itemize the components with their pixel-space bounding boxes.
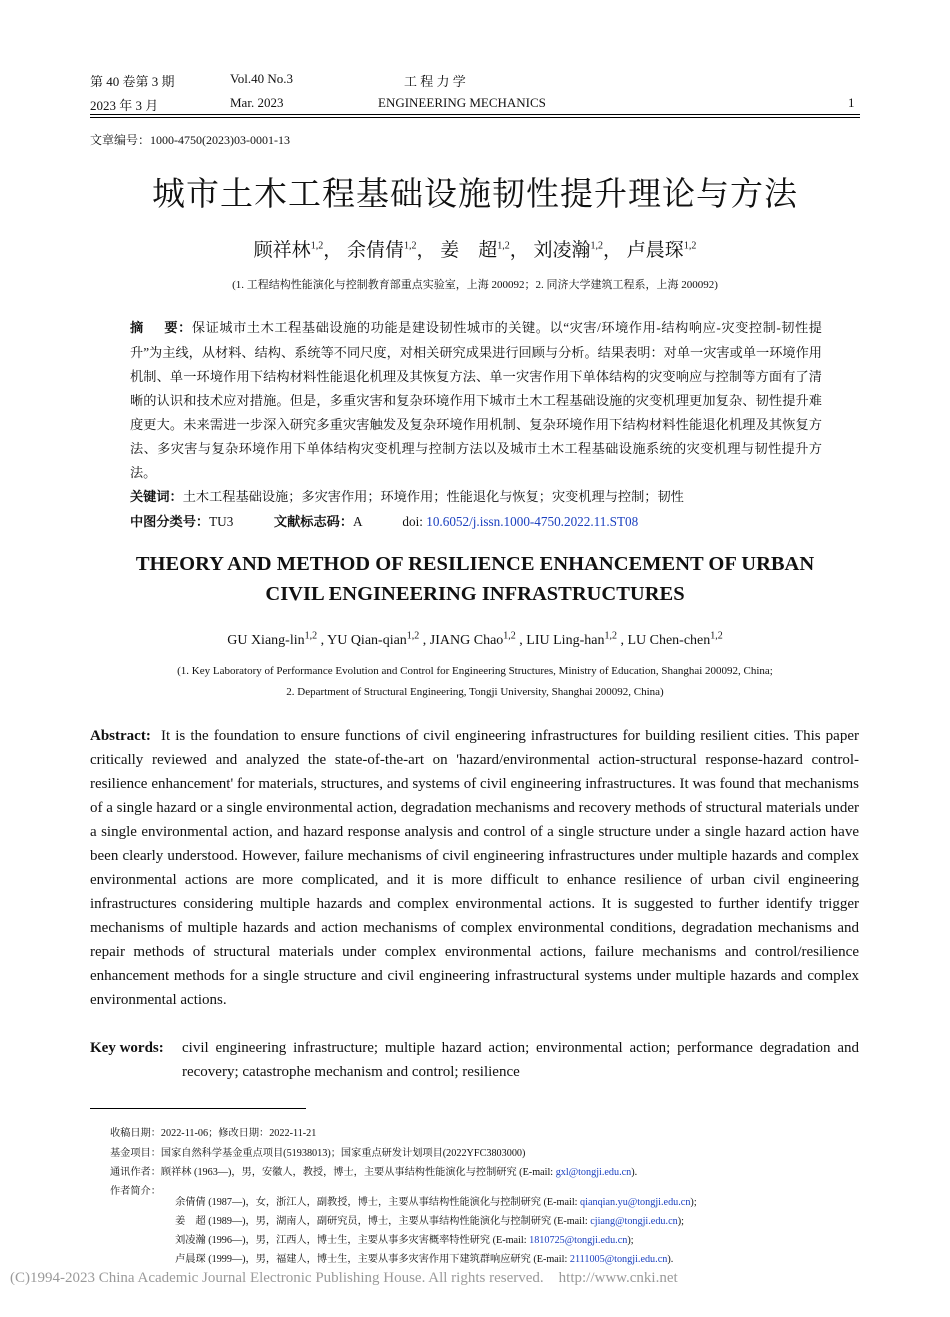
header-rule-top <box>90 114 860 115</box>
title-en <box>0 549 950 609</box>
footnote-bio: 卢晨琛 (1999—)，男，福建人，博士生，主要从事多灾害作用下建筑群响应研究 (E-mail: 2111005@tongji.edu.cn). <box>175 1254 674 1265</box>
author-cn: 刘凌瀚$^{1,2}$， <box>533 240 623 261</box>
footnote-bio-label: 作者简介： <box>110 1186 161 1197</box>
keywords-en-text: civil engineering infrastructure; multiple hazard action; environmental action; performance degradation and recovery; catastrophe mechanism and control; resilience <box>182 1040 859 1080</box>
affiliation-cn: (1. 工程结构性能演化与控制教育部重点实验室，上海 200092；2. 同济大学建筑工程系，上海 200092) <box>232 279 718 291</box>
keywords-cn-text: 土木工程基础设施；多灾害作用；环境作用；性能退化与恢复；灾变机理与控制；韧性 <box>182 489 684 504</box>
authors-en <box>0 630 950 649</box>
author-en: LU Chen-chen$^{1,2}$ <box>627 630 723 648</box>
footnote-corresponding: 通讯作者：顾祥林 (1963—)，男，安徽人，教授，博士，主要从事结构性能演化与控制研究 (E-mail: gxl@tongji.edu.cn). <box>110 1167 638 1178</box>
abstract-en-label: Abstract: <box>90 728 151 744</box>
keywords-en <box>90 1036 859 1084</box>
email-link[interactable]: gxl@tongji.edu.cn <box>555 1167 632 1178</box>
affiliation-en-line: 2. Department of Structural Engineering, Tongji University, Shanghai 200092, China) <box>286 686 664 698</box>
keywords-cn <box>130 485 822 510</box>
email-link[interactable]: 2111005@tongji.edu.cn <box>569 1254 668 1265</box>
abstract-en-text: It is the foundation to ensure functions of civil engineering infrastructures for building resilient cities. This paper critically reviewed and analyzed the state-of-the-art on 'hazard/environmental action-structural response-hazard control-resilience enhancement' for materials, structures, and systems of civil engineering infrastructures. It was found that mechanisms of a single hazard or a single environmental action, degradation mechanisms and recovery methods of structural materials under a single environmental action, and hazard response analysis and control of a single structure under a single hazard action have been clearly understood. However, failure mechanisms of civil engineering infrastructures under multiple hazards and complex environmental actions are more complicated, and it is more difficult to enhance resilience of urban civil engineering infrastructures considering multiple hazards and complex environmental actions. It is suggested to further identify trigger mechanisms of multiple hazards and action mechanisms of complex environmental conditions, degradation mechanisms and repair methods of structural materials under complex environmental actions, failure mechanisms and control/resilience enhancement methods for a single structure and civil engineering infrastructural systems under multiple hazards and complex environmental actions. <box>90 728 859 1008</box>
doi-label: doi: <box>402 514 427 529</box>
title-cn: 城市土木工程基础设施韧性提升理论与方法 <box>152 174 798 213</box>
copyright-footer: (C)1994-2023 China Academic Journal Electronic Publishing House. All rights reserved. http://www.cnki.net <box>10 1270 678 1286</box>
author-cn: 顾祥林$^{1,2}$， <box>253 240 343 261</box>
header-journal-en: ENGINEERING MECHANICS <box>378 95 546 110</box>
keywords-en-label: Key words: <box>90 1040 164 1056</box>
abstract-cn-text: 保证城市土木工程基础设施的功能是建设韧性城市的关键。以“灾害/环境作用-结构响应-灾变控制-韧性提升”为主线，从材料、结构、系统等不同尺度，对相关研究成果进行回顾与分析。结果表明：对单一灾害或单一环境作用机制、单一环境作用下结构材料性能退化机理及其恢复方法、单一灾害作用下单体结构的灾变响应与控制等方面有了清晰的认识和技术应对措施。但是，多重灾害和复杂环境作用下城市土木工程基础设施的灾变机理更加复杂、韧性提升难度更大。未来需进一步深入研究多重灾害触发及复杂环境作用机制、复杂环境作用下结构材料性能退化机理及其恢复方法、多灾害与复杂环境作用下单体结构灾变机理与控制方法以及城市土木工程基础设施系统的灾变机理与韧性提升方法。 <box>130 320 822 480</box>
abstract-cn <box>130 316 822 535</box>
author-en: JIANG Chao$^{1,2}$ , <box>429 630 527 648</box>
classification-line <box>130 510 822 535</box>
clc-value: TU3 <box>209 514 234 529</box>
email-link[interactable]: 1810725@tongji.edu.cn <box>529 1235 628 1246</box>
footnote-bio: 余倩倩 (1987—)，女，浙江人，副教授，博士，主要从事结构性能演化与控制研究 (E-mail: qianqian.yu@tongji.edu.cn); <box>175 1197 697 1208</box>
author-cn: 姜 超$^{1,2}$， <box>440 240 529 261</box>
keywords-cn-label: 关键词： <box>130 490 183 505</box>
author-cn: 卢晨琛$^{1,2}$ <box>626 240 697 261</box>
author-en: YU Qian-qian$^{1,2}$ , <box>327 630 430 648</box>
abstract-en <box>90 724 859 1012</box>
footnote-received: 收稿日期：2022-11-06；修改日期：2022-11-21 <box>110 1128 317 1139</box>
author-cn: 余倩倩$^{1,2}$， <box>346 240 436 261</box>
header-date-en: Mar. 2023 <box>230 95 284 110</box>
title-en-line: THEORY AND METHOD OF RESILIENCE ENHANCEMENT OF URBAN <box>135 553 815 575</box>
email-link[interactable]: cjiang@tongji.edu.cn <box>590 1216 678 1227</box>
email-link[interactable]: qianqian.yu@tongji.edu.cn <box>580 1197 691 1208</box>
affiliation-en-line: (1. Key Laboratory of Performance Evolution and Control for Engineering Structures, Ministry of Education, Shanghai 200092, China; <box>177 665 773 677</box>
doc-code-label: 文献标志码： <box>273 515 354 530</box>
author-en: LIU Ling-han$^{1,2}$ , <box>526 630 628 648</box>
footnote-bio: 姜 超 (1989—)，男，湖南人，副研究员，博士，主要从事结构性能演化与控制研究 (E-mail: cjiang@tongji.edu.cn); <box>175 1216 684 1227</box>
header-date-cn: 2023 年 3 月 <box>90 98 159 113</box>
clc-label: 中图分类号： <box>130 515 210 530</box>
header-journal-cn: 工 程 力 学 <box>404 74 466 89</box>
abstract-cn-label: 摘 要： <box>130 321 192 336</box>
article-number: 文章编号：1000-4750(2023)03-0001-13 <box>90 133 290 147</box>
header-rule-bottom <box>90 117 860 118</box>
header-volume-en: Vol.40 No.3 <box>230 71 293 86</box>
title-en-line: CIVIL ENGINEERING INFRASTRUCTURES <box>265 583 685 605</box>
footnote-rule <box>90 1108 306 1109</box>
author-en: GU Xiang-lin$^{1,2}$ , <box>227 630 328 648</box>
page-number: 1 <box>848 95 855 110</box>
header-volume-cn: 第 40 卷第 3 期 <box>90 74 175 89</box>
footnote-bio: 刘凌瀚 (1996—)，男，江西人，博士生，主要从事多灾害概率特性研究 (E-mail: 1810725@tongji.edu.cn); <box>175 1235 634 1246</box>
doc-code-value: A <box>353 514 362 529</box>
footnote-funding: 基金项目：国家自然科学基金重点项目(51938013)；国家重点研发计划项目(2022YFC3803000) <box>110 1148 526 1159</box>
doi-link[interactable]: 10.6052/j.issn.1000-4750.2022.11.ST08 <box>426 514 639 529</box>
authors-cn <box>0 235 950 262</box>
